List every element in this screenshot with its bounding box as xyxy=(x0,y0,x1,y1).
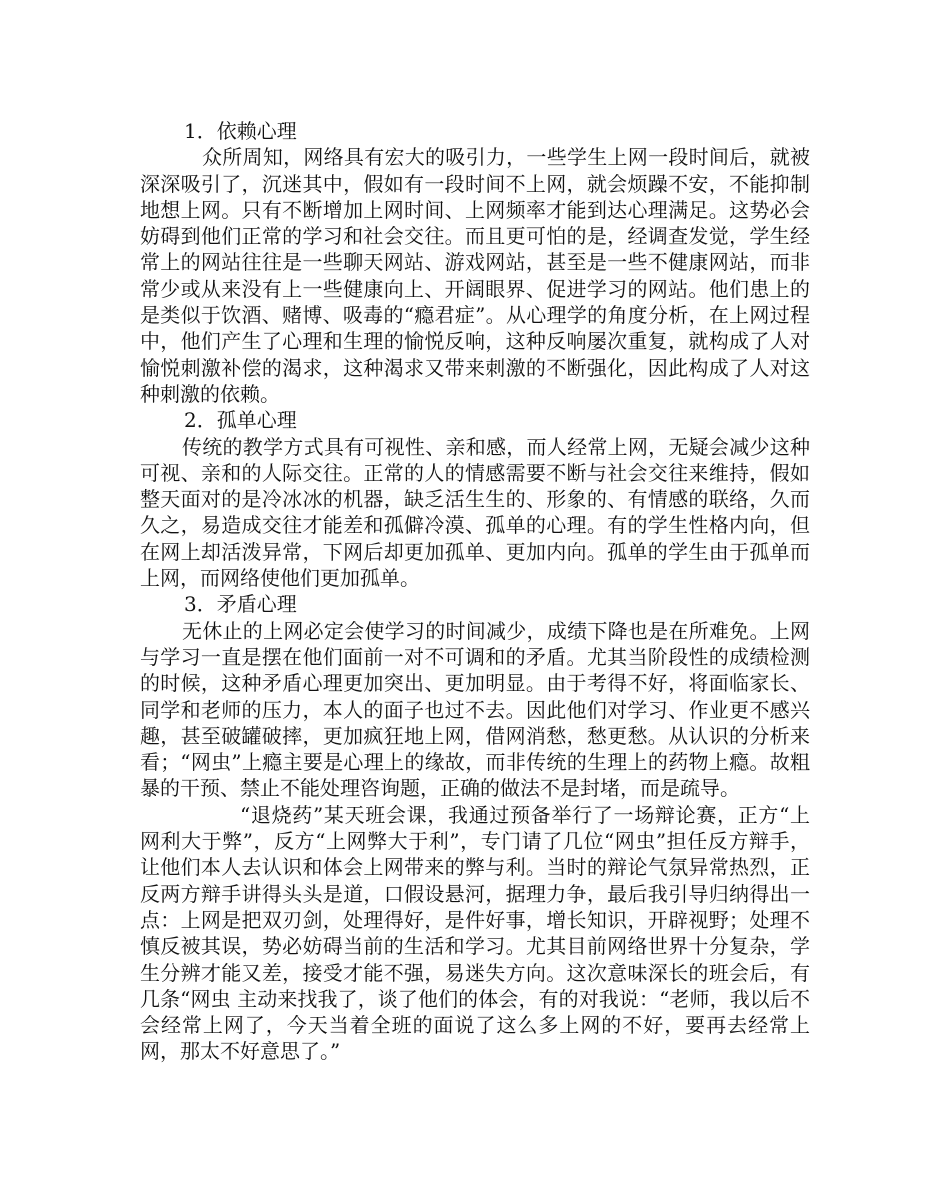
document-body xyxy=(140,118,810,1065)
paragraph-dependency: 众所周知，网络具有宏大的吸引力，一些学生上网一段时间后，就被深深吸引了，沉迷其中，假如有一段时间不上网，就会烦躁不安，不能抑制地想上网。只有不断增加上网时间、上网频率才能到达心理满足。这势必会妨碍到他们正常的学习和社会交往。而且更可怕的是，经调查发觉，学生经常上的网站往往是一些聊天网站、游戏网站，甚至是一些不健康网站，而非常少或从来没有上一些健康向上、开阔眼界、促进学习的网站。他们患上的是类似于饮酒、赌博、吸毒的“瘾君症”。从心理学的角度分析，在上网过程中，他们产生了心理和生理的愉悦反响，这种反响屡次重复，就构成了人对愉悦刺激补偿的渴求，这种渴求又带来刺激的不断强化，因此构成了人对这种刺激的依赖。 xyxy=(140,145,810,406)
paragraph-class-meeting: “退烧药”某天班会课，我通过预备举行了一场辩论赛，正方“上网利大于弊”，反方“上网弊大于利”，专门请了几位“网虫”担任反方辩手，让他们本人去认识和体会上网带来的弊与利。当时的辩论气氛异常热烈，正反两方辩手讲得头头是道，口假设悬河，据理力争，最后我引导归纳得出一点：上网是把双刃剑，处理得好，是件好事，增长知识，开辟视野；处理不慎反被其误，势必妨碍当前的生活和学习。尤其目前网络世界十分复杂，学生分辨才能又差，接受才能不强，易迷失方向。这次意味深长的班会后，有几条“网虫 主动来找我了，谈了他们的体会，有的对我说：“老师，我以后不会经常上网了，今天当着全班的面说了这么多上网的不好，要再去经常上网，那太不好意思了。” xyxy=(140,802,810,1064)
paragraph-loneliness: 传统的教学方式具有可视性、亲和感，而人经常上网，无疑会减少这种可视、亲和的人际交往。正常的人的情感需要不断与社会交往来维持，假如整天面对的是冷冰冰的机器，缺乏活生生的、形象的、有情感的联络，久而久之，易造成交往才能差和孤僻冷漠、孤单的心理。有的学生性格内向，但在网上却活泼异常，下网后却更加孤单、更加内向。孤单的学生由于孤单而上网，而网络使他们更加孤单。 xyxy=(140,434,810,591)
section-heading-loneliness: 2．孤单心理 xyxy=(184,408,297,433)
section-heading-contradiction: 3．矛盾心理 xyxy=(184,592,297,617)
paragraph-contradiction: 无休止的上网必定会使学习的时间减少，成绩下降也是在所难免。上网与学习一直是摆在他们面前一对不可调和的矛盾。尤其当阶段性的成绩检测的时候，这种矛盾心理更加突出、更加明显。由于考得不好，将面临家长、同学和老师的压力，本人的面子也过不去。因此他们对学习、作业更不感兴趣，甚至破罐破摔，更加疯狂地上网，借网消愁，愁更愁。从认识的分析来看；“网虫”上瘾主要是心理上的缘故，而非传统的生理上的药物上瘾。故粗暴的干预、禁止不能处理咨询题，正确的做法不是封堵，而是疏导。 xyxy=(140,618,810,801)
section-heading-dependency: 1．依赖心理 xyxy=(184,119,297,143)
